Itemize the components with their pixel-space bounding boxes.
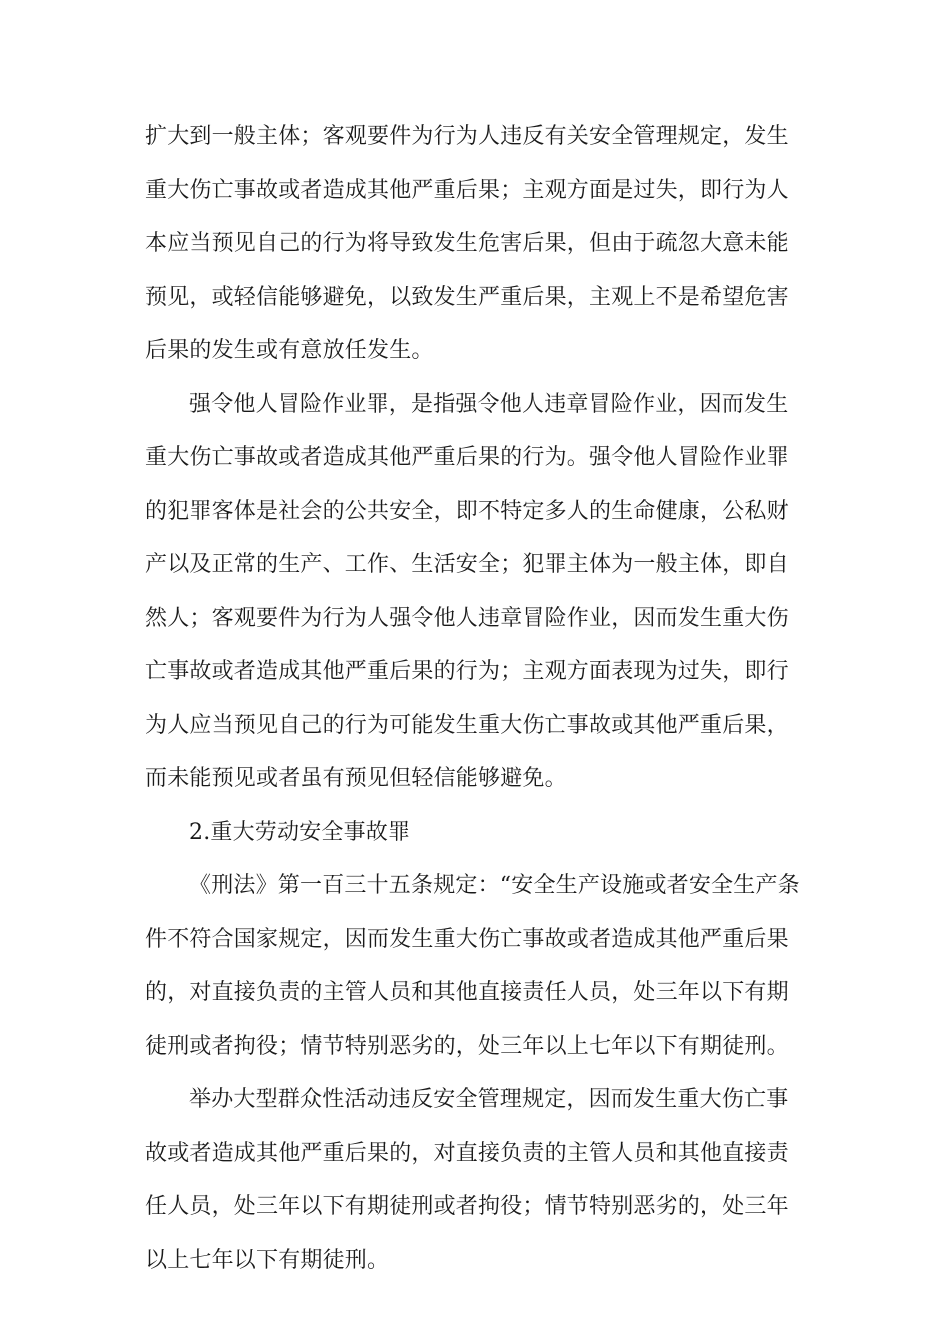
text-line: 产以及正常的生产、工作、生活安全；犯罪主体为一般主体，即自 xyxy=(145,552,789,577)
text-line: 后果的发生或有意放任发生。 xyxy=(145,338,434,363)
text-line: 的，对直接负责的主管人员和其他直接责任人员，处三年以下有期 xyxy=(145,980,789,1005)
paragraph-first-line: 举办大型群众性活动违反安全管理规定，因而发生重大伤亡事 xyxy=(189,1087,789,1112)
section-heading: 2.重大劳动安全事故罪 xyxy=(189,819,411,845)
text-line: 重大伤亡事故或者造成其他严重后果的行为。强令他人冒险作业罪 xyxy=(145,445,789,470)
text-line: 为人应当预见自己的行为可能发生重大伤亡事故或其他严重后果， xyxy=(145,712,789,738)
text-line: 徒刑或者拘役；情节特别恶劣的，处三年以上七年以下有期徒刑。 xyxy=(145,1033,789,1059)
text-line: 的犯罪客体是社会的公共安全，即不特定多人的生命健康，公私财 xyxy=(145,498,789,524)
text-line: 重大伤亡事故或者造成其他严重后果；主观方面是过失，即行为人 xyxy=(145,177,789,203)
text-line: 预见，或轻信能够避免，以致发生严重后果，主观上不是希望危害 xyxy=(145,284,789,310)
document-body xyxy=(145,110,805,1287)
text-line: 任人员，处三年以下有期徒刑或者拘役；情节特别恶劣的，处三年 xyxy=(145,1194,789,1219)
text-line: 以上七年以下有期徒刑。 xyxy=(145,1247,390,1273)
text-line: 然人；客观要件为行为人强令他人违章冒险作业，因而发生重大伤 xyxy=(145,605,789,631)
text-line: 故或者造成其他严重后果的，对直接负责的主管人员和其他直接责 xyxy=(145,1140,789,1166)
text-line: 亡事故或者造成其他严重后果的行为；主观方面表现为过失，即行 xyxy=(145,659,789,684)
text-line: 扩大到一般主体；客观要件为行为人违反有关安全管理规定，发生 xyxy=(145,124,789,149)
paragraph-first-line: 强令他人冒险作业罪，是指强令他人违章冒险作业，因而发生 xyxy=(189,391,789,417)
text-line: 本应当预见自己的行为将导致发生危害后果，但由于疏忽大意未能 xyxy=(145,231,789,256)
paragraph-first-line: 《刑法》第一百三十五条规定：“安全生产设施或者安全生产条 xyxy=(189,873,800,898)
text-line: 件不符合国家规定，因而发生重大伤亡事故或者造成其他严重后果 xyxy=(145,926,789,952)
text-line: 而未能预见或者虽有预见但轻信能够避免。 xyxy=(145,766,567,791)
